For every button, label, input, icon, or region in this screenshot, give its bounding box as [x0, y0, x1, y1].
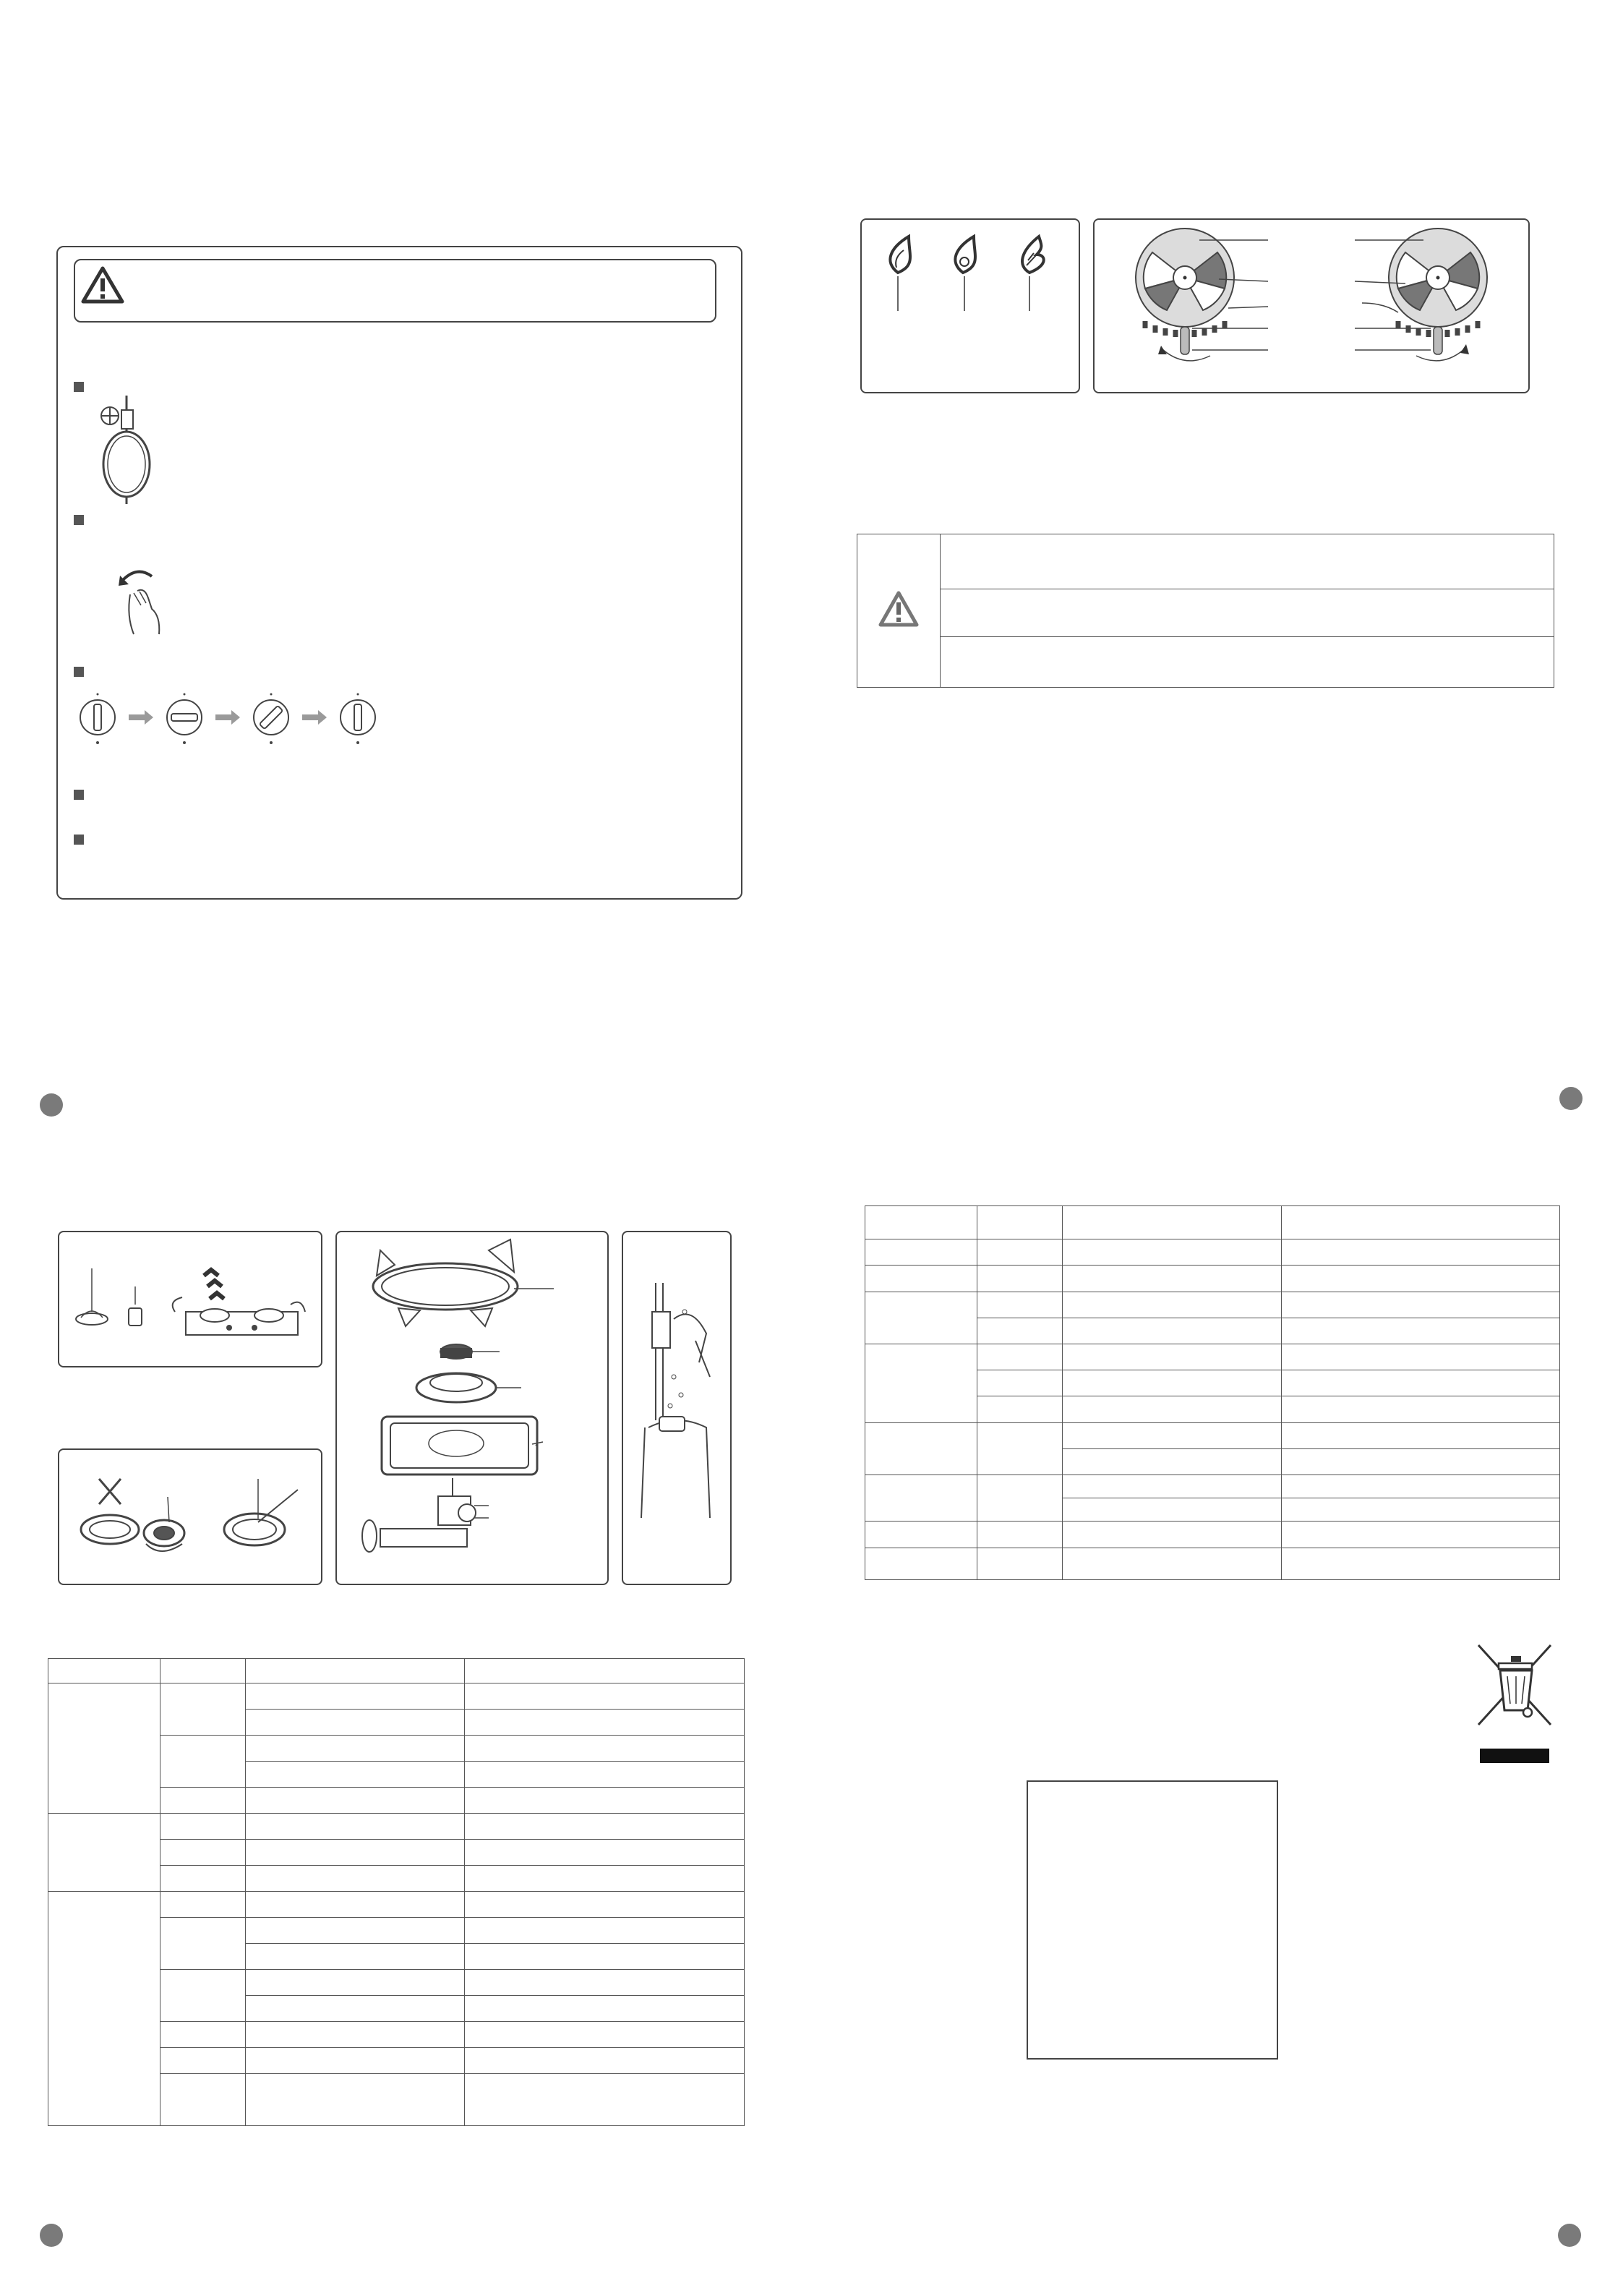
flame-icon	[890, 236, 910, 311]
leak-test-panel	[622, 1231, 732, 1585]
arrow-right-icon	[129, 710, 153, 725]
flame-icon	[1022, 236, 1044, 311]
burner-cap	[440, 1344, 500, 1359]
warning-header-bar	[74, 259, 716, 323]
air-shutter-left	[1136, 229, 1268, 361]
burner-parts-panel	[335, 1231, 609, 1585]
burner-cleaning-panel	[58, 1448, 322, 1585]
page-marker-dot	[40, 1093, 63, 1117]
step-bullet-5	[74, 835, 84, 845]
warning-triangle-icon	[81, 266, 124, 304]
caution-row	[941, 534, 1554, 589]
air-shutter-panel	[1093, 218, 1530, 393]
pan-support	[373, 1239, 554, 1326]
gas-valve-assembly	[362, 1478, 489, 1552]
step-bullet-2	[74, 515, 84, 525]
air-shutter-diagram	[1095, 220, 1528, 392]
page-marker-dot	[1559, 1087, 1583, 1110]
cleaning-hob-panel	[58, 1231, 322, 1367]
burner-exploded-diagram	[337, 1232, 607, 1584]
flame-spreader	[416, 1373, 521, 1402]
knob-position-2	[167, 694, 202, 745]
gas-valve-illustration	[87, 396, 159, 504]
blank-frame	[1027, 1780, 1278, 2060]
warning-instructions-panel	[56, 246, 742, 900]
arrow-right-icon	[215, 710, 240, 725]
air-shutter-right	[1355, 229, 1487, 361]
flame-icons-illustration	[876, 233, 1064, 334]
step-bullet-3	[74, 667, 84, 677]
hob-cleaning-illustration	[59, 1232, 321, 1366]
step-bullet-4	[74, 790, 84, 800]
specification-table	[865, 1205, 1560, 1580]
caution-row	[941, 589, 1554, 637]
caution-icon-cell	[857, 534, 941, 688]
drip-tray	[382, 1417, 543, 1475]
burner-cleaning-illustration	[59, 1450, 321, 1584]
step-bullet-1	[74, 382, 84, 392]
knob-sequence-illustration	[72, 688, 390, 754]
knob-position-4	[341, 694, 375, 745]
crossed-out-bin-icon	[1471, 1642, 1558, 1764]
leak-test-illustration	[623, 1232, 730, 1584]
page-marker-dot	[40, 2224, 63, 2247]
caution-table	[857, 534, 1554, 688]
hand-turning-knob-illustration	[116, 566, 174, 638]
knob-position-1	[80, 694, 115, 745]
arrow-right-icon	[302, 710, 327, 725]
caution-row	[941, 637, 1554, 688]
warning-triangle-icon	[878, 591, 919, 627]
flame-icon	[955, 236, 975, 311]
flame-types-panel	[860, 218, 1080, 393]
knob-position-3	[254, 694, 288, 745]
troubleshooting-table	[48, 1658, 745, 2126]
page-marker-dot	[1558, 2224, 1581, 2247]
